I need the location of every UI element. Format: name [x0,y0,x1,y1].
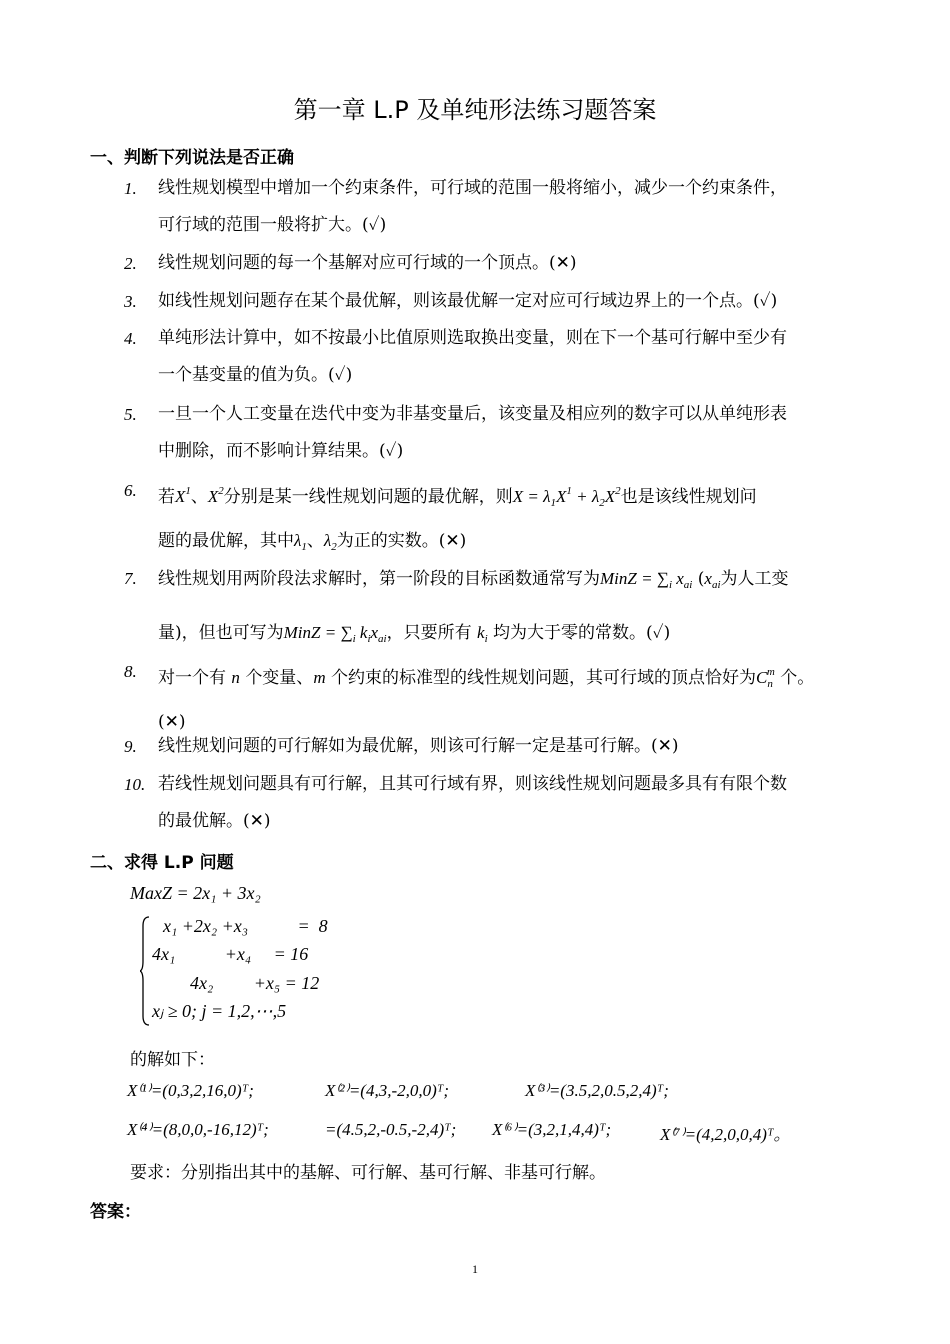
constraint-row: x₁ +2x₂ +x₃ = 8 [163,916,328,936]
list-item: 6. 若$X^1$、$X^2$分别是某一线性规划问题的最优解，则$X = \lambda_1X^1 + \lambda_2X^2$也是该线性规划问 题的最优解，其中$\lambda_1$、$\lambda_2$为正的实数。(✕) [124,481,757,553]
solution-vector: =(4.5,2,-0.5,-2,4)ᵀ; [325,1120,457,1139]
solution-vector: X⁽⁴⁾=(8,0,0,-16,12)ᵀ; [127,1120,269,1139]
section-heading-1: 一、判断下列说法是否正确 [90,148,294,168]
section-heading-2: 二、求得 L.P 问题 [90,853,234,873]
formula: $X = \lambda_1X^1 + \lambda_2X^2$ [512,485,621,509]
formula: $C_n^m$ [756,666,775,690]
list-item: 3. 如线性规划问题存在某个最优解，则该最优解一定对应可行域边界上的一个点。(✓) [124,291,778,311]
formula: MinZ = $\sum_i$ $x_{ai}$ [600,569,693,591]
brace-icon [140,916,150,1026]
constraint-row: 4x₂ +x₅ = 12 [190,973,320,993]
formula: $\lambda_2$ [323,531,337,553]
list-item: 7. 线性规划用两阶段法求解时，第一阶段的目标函数通常写为MinZ = $\sum_i$ $x_{ai}$ ($x_{ai}$为人工变 量)，但也可写为MinZ = $\sum_i$ $k_ix_{ai}$，只要所有 $k_i$ 均为大于零的常数。(✓) [124,569,789,645]
page-title: 第一章 L.P 及单纯形法练习题答案 [293,96,657,124]
constraint-row: 4x₁ +x₄ = 16 [152,944,309,964]
solution-vector: X⁽⁷⁾=(4,2,0,0,4)ᵀ。 [660,1125,791,1144]
list-item: 8. 对一个有 n 个变量、m 个约束的标准型的线性规划问题，其可行域的顶点恰好为$C_n^m$ 个。 (✕) [124,662,815,732]
solution-intro: 的解如下： [130,1050,215,1070]
list-item: 2. 线性规划问题的每一个基解对应可行域的一个顶点。(✕) [124,253,577,273]
objective-function: MaxZ = 2x₁ + 3x₂ [130,883,261,903]
formula: $X^1$ [175,485,191,506]
list-item: 1. 线性规划模型中增加一个约束条件，可行域的范围一般将缩小，减少一个约束条件， 可行域的范围一般将扩大。(✓) [124,178,787,235]
solution-vector: X⁽²⁾=(4,3,-2,0,0)ᵀ; [325,1081,450,1100]
list-item: 9. 线性规划问题的可行解如为最优解，则该可行解一定是基可行解。(✕) [124,736,679,756]
solution-vector: X⁽³⁾=(3.5,2,0.5,2,4)ᵀ; [525,1081,669,1100]
list-item: 4. 单纯形法计算中，如不按最小比值原则选取换出变量，则在下一个基可行解中至少有 一个基变量的值为负。(✓) [124,328,787,385]
formula: $X^2$ [207,485,224,506]
answer-label: 答案： [90,1202,141,1222]
constraint-row: xⱼ ≥ 0; j = 1,2,⋯,5 [152,1001,287,1021]
solution-vector: X⁽⁶⁾=(3,2,1,4,4)ᵀ; [492,1120,612,1139]
solution-vector: X⁽¹⁾=(0,3,2,16,0)ᵀ; [127,1081,254,1100]
page-number: 1 [472,1262,478,1276]
requirement-text: 要求：分别指出其中的基解、可行解、基可行解、非基可行解。 [130,1163,606,1183]
formula: MinZ = $\sum_i$ $k_ix_{ai}$ [283,623,387,645]
formula: $\lambda_1$ [294,531,307,553]
list-item: 5. 一旦一个人工变量在迭代中变为非基变量后，该变量及相应列的数字可以从单纯形表 中删除，而不影响计算结果。(✓) [124,404,787,461]
list-item: 10. 若线性规划问题具有可行解，且其可行域有界，则该线性规划问题最多具有有限个数 的最优解。(✕) [124,774,787,831]
